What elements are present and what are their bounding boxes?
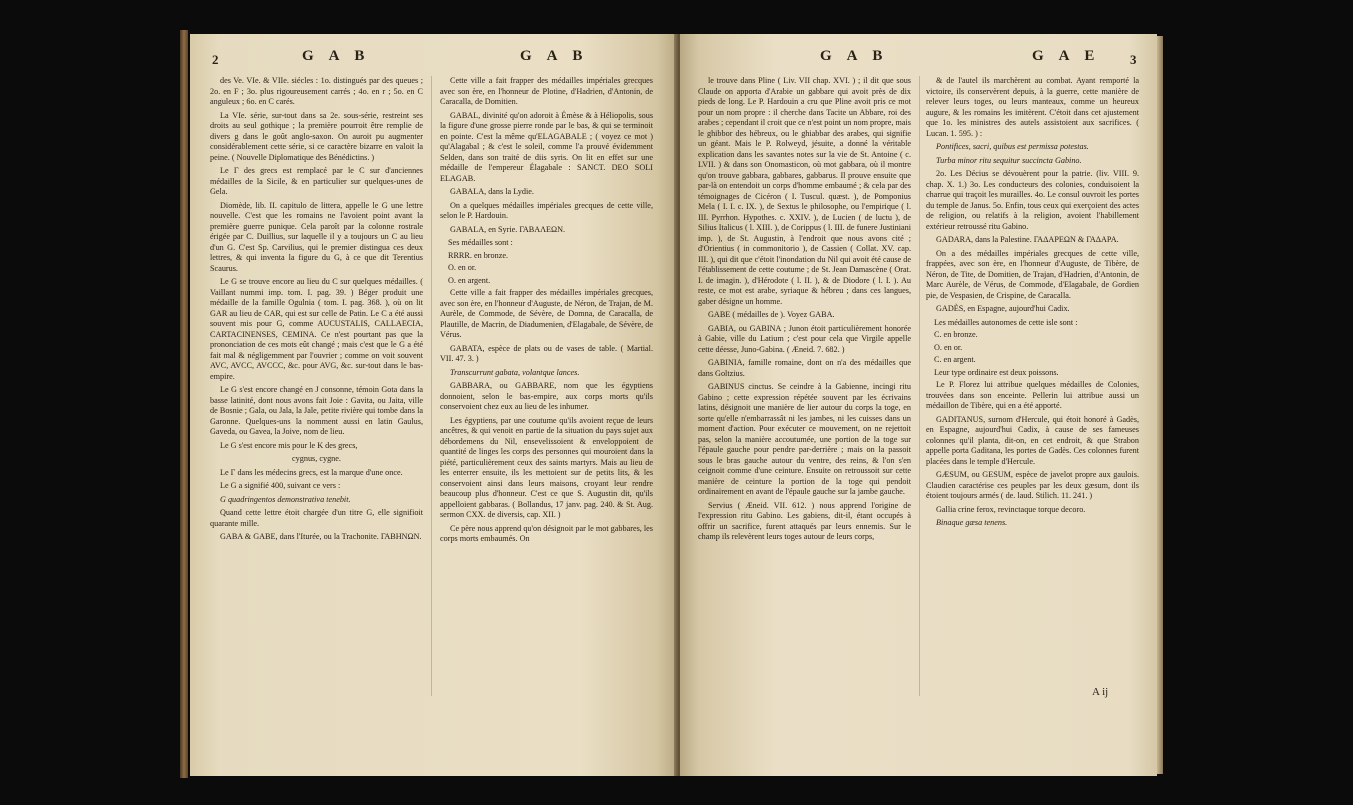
paragraph: Le Γ des grecs est remplacé par le C sur d'anciennes médailles de la Sicile, & en particulier sur quelques-unes de Gela. — [210, 166, 423, 196]
running-head-left-1: G A B — [302, 48, 371, 64]
left-page-column-2 — [440, 76, 653, 548]
paragraph: On a des médailles impériales grecques de cette ville, frappées, avec son ère, en l'honneur d'Auguste, de Tibère, de Néron, de Tite, de Domitien, de Trajan, d'Hadrien, d'Antonin, de Marc Aurèle, de Vérus, de Commode, d'Elagabale, de Gordien pie, de Vespasien, de Crispine, de Caracalla. — [926, 248, 1139, 300]
paragraph: Le G s'est encore mis pour le K des grecs, — [220, 440, 358, 450]
paragraph: Le P. Florez lui attribue quelques médailles de Colonies, trouvées dans son enceinte. Pellerin lui attribue aussi un médaillon de Tibère, qui en a été apporté. — [926, 380, 1139, 410]
paragraph: Cette ville a fait frapper des médailles impériales grecques avec son ère, en l'honneur de Plotine, d'Hadrien, d'Antonin, de Caracalla, de Domitien. — [440, 76, 653, 106]
paragraph: GABA & GABE, dans l'Iturée, ou la Trachonite. ΓΑΒΗΝΩΝ. — [220, 532, 422, 541]
paragraph: Leur type ordinaire est deux poissons. — [934, 367, 1059, 377]
paragraph: 2o. Les Décius se dévouèrent pour la patrie. (liv. VIII. 9. chap. X. 1.) 3o. Les conducteurs des colonies, conduisoient la charrue qui traçoit les murailles. 4o. Le consul ouvroit les portes du temple de Janus. 5o. Enfin, tous ceux qui exerçoient des actes de religion, ou relatifs à la religion, avoient l'habillement extérieur retroussé ritu Gabino. — [926, 169, 1139, 231]
paragraph: Transcurrunt gabata, volantque lances. — [450, 367, 580, 377]
paragraph: cygnus, cygne. — [292, 454, 341, 463]
paragraph: Gallia crine ferox, revinctaque torque decoro. — [936, 504, 1086, 514]
paragraph: Cette ville a fait frapper des médailles impériales grecques, avec son ère, en l'honneur d'Auguste, de Néron, de Trajan, de M. Aurèle, de Commode, de Sévère, de Domna, de Caracalla, de Plautille, de Macrin, de Diadumenien, d'Elagabale, de Sévère, de Vérus. — [440, 288, 653, 339]
paragraph: GABINIA, famille romaine, dont on n'a des médailles que dans Goltzius. — [698, 358, 911, 378]
left-page — [190, 34, 677, 776]
running-head-left-2: G A B — [520, 48, 589, 64]
paragraph: GADARA, dans la Palestine. ΓΑΔΑΡΕΩΝ & ΓΑΔΑΡΑ. — [936, 235, 1119, 244]
paragraph: Le Γ dans les médecins grecs, est la marque d'une once. — [220, 467, 403, 477]
paragraph: O. en or. — [448, 263, 477, 272]
paragraph: C. en bronze. — [934, 330, 978, 339]
paragraph: Turba minor ritu sequitur succincta Gabino. — [936, 155, 1082, 165]
paragraph: Pontifices, sacri, quibus est permissa potestas. — [936, 142, 1089, 151]
paragraph: C. en argent. — [934, 355, 976, 364]
paragraph: Ses médailles sont : — [448, 238, 513, 247]
column-divider — [431, 76, 432, 696]
paragraph: GABAL, divinité qu'on adoroit à Émèse & à Héliopolis, sous la figure d'une grosse pierre ronde par le bas, & qui se terminoit en pointe. C'est la même qu'ELAGABALE ; ( voyez ce mot ) qu'Alagabal ; & c'est le soleil, comme l'a prouvé évidemment Selden, dans son traité de diis syris. On lit en effet sur une médaille de l'empereur Élagabale : SANCT. DEO SOLI ELAGAB. — [440, 110, 653, 183]
paragraph: On a quelques médailles impériales grecques de cette ville, selon le P. Hardouin. — [440, 200, 653, 220]
paragraph: Le G a signifié 400, suivant ce vers : — [220, 481, 341, 490]
running-head-right-2: G A E — [1032, 48, 1101, 64]
left-cover-edge — [180, 30, 188, 778]
page-number-left: 2 — [212, 52, 219, 67]
page-number-right: 3 — [1130, 52, 1137, 67]
paragraph: Le G s'est encore changé en J consonne, témoin Gota dans la basse latinité, dont nous avons fait Joie : Gavita, ou Jaita, ville de Bosnie ; Gala, ou Jala, la Jale, petite rivière qui tombe dans la Garonne. Quelques-uns la nomment aussi en latin Gaulus, Gaveda, ou Gavea, la Joive, nom de lieu. — [210, 385, 423, 436]
paragraph: O. en argent. — [448, 275, 491, 285]
right-cover-edge — [1157, 36, 1163, 774]
paragraph: G quadringentos demonstrativa tenebit. — [220, 494, 351, 504]
paragraph: GABINUS cinctus. Se ceindre à la Gabienne, incingi ritu Gabino ; cette expression répétée souvent par les écrivains latins, désignoit une manière de lier autour du corps la toge, en sorte qu'elle n'embarrassât ni les jambes, ni les cuisses dans un moment d'action. Pour exécuter ce mouvement, on ne rejettoit pas, selon la manière accoutumée, une portion de la toge sur l'épaule gauche pour pendre par-derrière ; mais on la passoit sous le bras gauche autour du ventre, des reins, & l'on s'en ceignoit comme d'une ceinture. Ensuite on retroussoit sur cette manière de ceinture la portion de la toge qui pendoit ordinairement en avant de l'épaule gauche sur la jambe gauche. — [698, 382, 911, 496]
paragraph: O. en or. — [934, 342, 963, 352]
paragraph: GÆSUM, ou GESUM, espèce de javelot propre aux gaulois. Claudien caractérise ces peuples par les deux gæsum, dont ils étoient toujours armés ( de. laud. Stilich. 11. 241. ) — [926, 470, 1139, 500]
paragraph: Les égyptiens, par une coutume qu'ils avoient reçue de leurs ancêtres, & qui venoit en partie de la situation du pays sujet aux débordemens du Nil, ensevelissoient & enveloppoient de quantité de linges les corps des personnes qui mouroient dans la piété, particulièrement ceux des saints martyrs. Mais au lieu de les enterrer ensuite, ils les mettoient sur de petits lits, & les conservoient ainsi dans leurs maisons, croyant leur rendre beaucoup plus d'honneur. C'est ce que S. Augustin dit, qu'ils appelloient gabbaras. ( Bollandus, 17 janv. pag. 240. & St. Aug. sermon CXX. de diversis, cap. XII. ) — [440, 415, 653, 519]
paragraph: le trouve dans Pline ( Liv. VII chap. XVI. ) ; il dit que sous Claude on apporta d'Arabie un gabbare qui avoit près de dix pieds de long. Le P. Hardouin a cru que Pline avoit pris ce mot pour un nom propre : il cherche dans Tacite un Abbare, roi des arabes ; cependant il croit que ce n'est point un nom propre, mais le ghibbor des hébreux, ou le ghiabbar des arabes, qui signifie un géant. Mais le P. Rolweyd, jésuite, a donné la véritable explication dans les savantes notes sur la vie de St. Antoine ( c. LVII. ) & dans son Onomasticon, où mot gabbara, où il montre qu'on trouve gabbara, gabbares, gabbarus. Il prouve ensuite que par-là on entendoit un corps d'homme embaumé ; & cela par des témoignages de Cicéron ( I. Tuscul. quæst. ), de Pomponius Mela ( I. I. c. IX. ), de Sextus le philosophe, ou l'empirique ( l. III. Pyrrhon. Hypothes. c. XXIV. ), de Lucien ( de luctu ), de Silius Italicus ( l. XIII. ), de Corippus ( l. III. de funere Justiniani imp. ), de St. Augustin, à l'endroit que nous avons cité ; d'Orientius ( in commonitorio ), de Cassien ( Collat. XV. cap. III. ), qui dit que c'étoit l'inondation du Nil qui avoit été cause de l'établissement de cette coutume ; de St. Jean Damascène ( Orat. I. de imagin. ), d'Hérodote ( l. II. ), & de Diodore ( l. I. ). Au reste, ce mot est arabe, syriaque & hébreu ; dans ces langues, gaber désigne un homme. — [698, 76, 911, 306]
paragraph: & de l'autel ils marchèrent au combat. Ayant remporté la victoire, ils conservèrent depuis, à la guerre, cette manière de relever leurs toges, ou leurs manteaux, comme un heureux augure, & les romains les imitèrent. C'étoit dans cet ajustement que 1o. les ministres des autels assistoient aux sacrifices. ( Lucan. 1. 595. ) : — [926, 76, 1139, 138]
right-page — [680, 34, 1157, 776]
signature-mark: A ij — [1092, 686, 1109, 698]
running-head-right-1: G A B — [820, 48, 889, 64]
right-page-column-1 — [698, 76, 911, 546]
paragraph: des Ve. VIe. & VIIe. siécles : 1o. distingués par des queues ; 2o. en F ; 3o. plus rigoureusement carrés ; 4o. en r ; 5o. en C anguleux ; 6o. en C carés. — [210, 76, 423, 106]
paragraph: Servius ( Æneid. VII. 612. ) nous apprend l'origine de l'expression ritu Gabino. Les gabiens, dit-il, étant occupés à offrir un sacrifice, furent attaqués par leurs ennemis. Sur le champ ils relevèrent leurs toges autour de leurs corps, — [698, 500, 911, 541]
left-page-column-1 — [210, 76, 423, 546]
paragraph: Ce père nous apprend qu'on désignoit par le mot gabbares, les corps morts embaumés. On — [440, 523, 653, 543]
paragraph: GABBARA, ou GABBARE, nom que les égyptiens donnoient, selon le bas-empire, aux corps morts qu'ils conservoient chez eux au lieu de les inhumer. — [440, 381, 653, 411]
paragraph: GABE ( médailles de ). Voyez GABA. — [708, 310, 835, 319]
paragraph: Le G se trouve encore au lieu du C sur quelques médailles. ( Vaillant nummi imp. tom. I. pag. 39. ) Béger produit une médaille de la famille Ogulnia ( tom. I. pag. 368. ), où on lit GAR au lieu de CAR, qui est sur celle de Patin. Le C a été aussi souvent mis pour G, comme AUCUSTALIS, CALLAECIA, CARTACINENSES, CEMINA. Ce n'est pourtant pas que la prononciation de ces mots eût changé ; mais c'est que le G a été fait mal & négligemment par l'ouvrier ; comme on voit souvent AVC, AVCC, AVCCC, &c. pour AVG, &c. sur-tout dans le bas-empire. — [210, 277, 423, 381]
paragraph: GABATA, espèce de plats ou de vases de table. ( Martial. VII. 47. 3. ) — [440, 343, 653, 363]
paragraph: La VIe. série, sur-tout dans sa 2e. sous-série, restreint ses droits au seul gothique ; la première pourroit être remplie de divers g dans le goût anglo-saxon. On auroit pu augmenter considérablement cette série, si ce caractère bizarre en valoit la peine. ( Nouvelle Diplomatique des Bénédictins. ) — [210, 110, 423, 162]
paragraph: Binaque gæsa tenens. — [936, 518, 1008, 527]
paragraph: Quand cette lettre étoit chargée d'un titre G, elle signifioit quarante mille. — [210, 508, 423, 528]
paragraph: GABALA, en Syrie. ΓΑΒΑΛΕΩΝ. — [450, 224, 566, 234]
paragraph: RRRR. en bronze. — [448, 250, 509, 260]
paragraph: GADÈS, en Espagne, aujourd'hui Cadix. — [936, 304, 1070, 313]
paragraph: GABALA, dans la Lydie. — [450, 187, 534, 196]
right-page-column-2 — [926, 76, 1139, 532]
paragraph: GADITANUS, surnom d'Hercule, qui étoit honoré à Gadès, en Espagne, aujourd'hui Cadix, à cause de ses fameuses colonnes qu'il planta, dit-on, en cet endroit, & que Strabon appelle porta Gaditana, les portes de Gadès. Ces colonnes furent placées dans le temple d'Hercule. — [926, 414, 1139, 466]
column-divider — [919, 76, 920, 696]
paragraph: Les médailles autonomes de cette isle sont : — [934, 317, 1078, 327]
paragraph: Diomède, lib. II. capitulo de littera, appelle le G une lettre nouvelle. C'est que les romains ne l'avoient point avant la première guerre punique. Cela paroît par la colonne rostrale érigée par C. Duillius, sur laquelle il y a toujours un C au lieu d'un G. C'est Sp. Carvilius, qui le premier distingua ces deux lettres, & qui inventa la figure du G, à ce que dit Terentius Scaurus. — [210, 200, 423, 273]
paragraph: GABIA, ou GABINA ; Junon étoit particulièrement honorée à Gabie, ville du Latium ; c'est pour cela que Virgile appelle cette déesse, Juno-Gabina. ( Æneid. 7. 682. ) — [698, 323, 911, 354]
